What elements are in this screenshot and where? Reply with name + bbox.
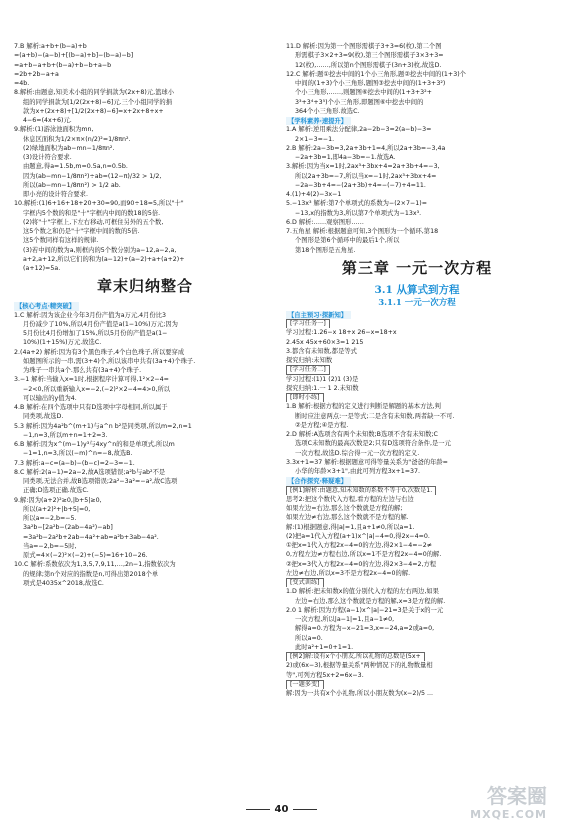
section-heading: 3.1 从算式到方程 <box>374 283 460 296</box>
text-line: 4.(1)+4(2)−3x−1 <box>286 191 342 198</box>
right-column <box>286 42 548 698</box>
text-line: =4b. <box>14 80 30 87</box>
text-line: 如果左边≠右边,那么这个数就不是方程的解. <box>286 514 409 522</box>
text-line: 12.C 解析:题①挖去中间的1个小三角形,题②挖去中间的(1+3)个 <box>286 70 466 78</box>
text-line: 12(枚),……,所以第n个图形需棋子(3n+3)枚,故选D. <box>295 61 442 69</box>
text-line: 的规律;第n个对应的指数是n,可得出第2018个单 <box>23 570 159 578</box>
text-line: 为珠子一串共a个.那么共有(3a+4)个珠子. <box>23 367 142 374</box>
text-line: 2.0 1 解析:因为方程(a−1)x^|a|−21=3是关于x的一元 <box>286 606 444 614</box>
text-line: 因为(ab−mn−1/8πn²)÷ab=(12−π)/32 > 1/2, <box>23 172 162 180</box>
text-line: 2.(4a+2) 解析:因为有3个黑色珠子,4个白色珠子,所以要穿成 <box>14 348 185 356</box>
text-line: (2)绿地面积为ab−mn−1/8πn². <box>23 144 115 152</box>
text-line: 2.D 解析:A选项含有两个未知数;B选项不含有未知数;C <box>286 431 438 438</box>
text-line: 解:(1)根据题意,得|a|=1,且a+1≠0,所以a=1. <box>286 523 415 531</box>
section-label: 【自主预习·探新知】 <box>286 311 351 319</box>
text-line: 探究归纳:未知数 <box>286 357 333 364</box>
text-line: 思考2:把这个数代入方程,看方程的左边与右边 <box>286 495 414 503</box>
text-line: 1.D 解析:把未知数x的值分别代入方程的左右两边,如果 <box>286 588 439 596</box>
text-line: −13,x的指数为3,所以第7个单项式为−13x³. <box>295 209 422 217</box>
text-line: 2×1−3=−1. <box>295 135 335 143</box>
text-line: 第18个图形是五角星. <box>295 246 356 254</box>
text-line: 同类项,无法合并,故B选项错误;2a²−3a²=−a²,故C选项 <box>23 478 178 485</box>
chapter-heading: 第三章 一元一次方程 <box>341 258 493 277</box>
text-line: 此时a²+1=0+1=1. <box>295 643 354 651</box>
text-line: 4.B 解析:在四个选项中只有D选项中字母相同,所以属于 <box>14 404 168 411</box>
text-line: 个图形是第6个循环中的最后1个,所以 <box>295 237 400 245</box>
text-line: =a+b−a+b+(b−a)+b−b+a−b <box>14 61 112 69</box>
text-line: (3)设计符合要求. <box>23 154 72 161</box>
text-line: −1,n=3,所以m+n=1+2=3. <box>23 431 108 439</box>
text-line <box>286 319 548 328</box>
text-line: 10.C 解析:系数依次为1,3,5,7,9,11,…,2n−1,指数依次为 <box>14 561 176 569</box>
text-line: 断时应注意两点:一是等式;二是含有未知数,两者缺一不可. <box>295 412 455 420</box>
text-line <box>286 652 548 661</box>
text-line: 1.B 解析:根据方程的定义进行判断是解题的基本方法,判 <box>286 403 441 411</box>
text-line: 这5个数同样有这样的规律. <box>23 237 99 245</box>
text-line: 月份减少了10%,所以4月份产值是a(1−10%)万元;因为 <box>23 320 178 328</box>
text-line: 0,方程左边≠方程右边,所以x=1不是方程2x−4=0的解. <box>286 551 442 559</box>
text-line: 1.C 解析:因为该企业今年3月份产值为a万元,4月份比3 <box>14 311 167 319</box>
text-line: 6.B 解析:因为x^(m−1)y³与4xy^n的和是单项式,所以m <box>14 441 175 448</box>
text-line: 8.C 解析:2(a−1)=2a−2,故A选项错误;a²b与ab²不是 <box>14 468 166 476</box>
text-line: 形需棋子3×2+3=9(枚),第三个图形需棋子3×3+3= <box>295 52 444 60</box>
text-line: −2a−3b+4=−(2a+3b)+4=−(−7)+4=11. <box>295 181 426 189</box>
task-label: [学习任务一] <box>286 319 330 328</box>
text-line: 5.3 解析:因为4a²b^(m+1)与a^n b²是同类项,所以m=2,n=1 <box>14 422 192 430</box>
text-line: 款为x+(2x+8)+[1/2(2x+8)−6]=x+2x+8+x+ <box>23 107 164 115</box>
text-line: −2<0,所以重新输入x=−2,(−2)²×2−4=4>0,所以 <box>23 385 171 393</box>
text-line: 探究归纳:1.一 1 2.未知数 <box>286 384 359 392</box>
text-line: 解:因为一共有x个小礼物,所以小朋友数为(x−2)/5 ... <box>286 690 433 697</box>
text-line: 7.五角星 解析:根据题意可知,3个图形为一个循环,第18 <box>286 228 439 235</box>
text-line: 7.B 解析:a+b+(b−a)+b <box>14 43 87 50</box>
text-line: a+2,a+12,所以它们的和为(a−12)+(a−2)+a+(a+2)+ <box>23 255 185 263</box>
text-line: 左边≠右边,所以x=3不是方程2x−4=0的解. <box>286 569 411 577</box>
text-line: 5.−13x³ 解析:第7个单项式的系数为−(2×7−1)= <box>286 200 427 208</box>
text-line: 如果左边=右边,那么这个数就是方程的解; <box>286 505 403 512</box>
text-line: (3)若中间的数为a,则框内的5个数分别为a−12,a−2,a, <box>23 246 177 254</box>
text-line: 项式是4035x^2018,故选C. <box>23 579 104 587</box>
text-line: 选项C未知数的最高次数是2;只有D选项符合条件,是一元 <box>295 440 451 448</box>
text-line: ②是方程;④是方程. <box>295 421 349 429</box>
text-line: =3a²b−2a²b+2ab−4a²+ab=a²b+3ab−4a². <box>23 533 159 541</box>
text-line: 这5个数之和仍是"十"字框中间的数的5倍. <box>23 228 140 235</box>
text-line: 8.解析:由题意,知美术小组的同学捐款为(2x+8)元,篮球小 <box>14 89 174 97</box>
text-line: 11.D 解析:因为第一个图形需棋子3+3=6(枚),第二个图 <box>286 43 442 50</box>
task-label: [例1]解析:由题意,知未知数的系数不等于0,次数是1. <box>286 486 436 495</box>
task-label: [学习任务二] <box>286 365 330 374</box>
task-label: [一题多变] <box>286 680 324 689</box>
text-line <box>14 301 276 310</box>
text-line: 所以a=0. <box>295 634 323 642</box>
text-line <box>286 680 548 689</box>
text-line: 10.解析:(1)6+16+18+20+30=90,而90÷18=5,所以"十" <box>14 200 184 208</box>
text-line: 所以a=−2,b=−5. <box>23 515 77 522</box>
text-line: 正确;D选项正确.故选C. <box>23 487 89 495</box>
page-number: 40 <box>0 804 563 815</box>
text-line: 原式=4×(−2)²×(−2)+(−5)=16+10−26. <box>23 552 148 559</box>
text-line: 4−6=(4x+6)元. <box>23 117 72 124</box>
text-line: −1=1,n=3,所以(−m)^n=−8,故选B. <box>23 450 133 458</box>
left-column <box>14 42 276 588</box>
text-line: (2)将"十"字框上,下左右移动,可框住另外的五个数, <box>23 218 164 226</box>
text-line: 同类项,故选D. <box>23 413 64 421</box>
text-line <box>286 116 548 125</box>
text-line: 可以输出的y值为4. <box>23 394 77 402</box>
text-line: 所以(ab−mn−1/8πn²) > 1/2 ab. <box>23 181 121 189</box>
text-line: 所以2a+3b=−7,所以当x=−1时,2ax³+3bx+4= <box>295 172 437 180</box>
section-label: 【学科素养·速提升】 <box>286 117 351 125</box>
task-label: [即时小练] <box>286 393 324 402</box>
text-line: 即小亮的设计符合要求. <box>23 191 88 198</box>
text-line: 所以(a+2)²+|b+5|=0, <box>23 505 91 513</box>
text-line: ②把x=3代入方程2x−4=0的左边,得2×3−4=2,方程 <box>286 560 437 568</box>
text-line: (2)把a=1代入方程(a+1)x^|a|−4=0,得2x−4=0. <box>286 532 430 540</box>
text-line: 字框内5个数的和是"十"字框内中间的数18的5倍. <box>23 209 161 217</box>
text-line: 小华的年龄×3+1",由此可列方程3x+1=37. <box>295 468 421 475</box>
text-line: ①把x=1代入方程2x−4=0的左边,得2×1−4=−2≠ <box>286 542 433 549</box>
watermark-logo: 答案圈 <box>487 784 547 808</box>
chapter-heading: 章末归纳整合 <box>96 277 193 296</box>
text-line: 学习过程:(1)1 (2)1 (3)是 <box>286 375 359 383</box>
text-line: 2.45x 45x+60×3=1 215 <box>286 338 364 346</box>
text-line: 3.−1 解析:当输入x=1时,根据程序计算可得,1²×2−4= <box>14 376 169 384</box>
text-line <box>286 393 548 402</box>
watermark-url: MXQE.COM <box>470 808 547 821</box>
text-line: 个小三角形,……,则题图⑥挖去中间的(1+3+3²+ <box>295 89 432 97</box>
text-line: 7.3 解析:a−c=(a−b)−(b−c)=2−3=−1. <box>14 459 135 467</box>
text-line: (a+12)=5a. <box>23 265 61 272</box>
text-line <box>286 310 548 319</box>
text-line: 3.都含有未知数,都是等式 <box>286 347 357 355</box>
text-line: =2b+2b−a+a <box>14 70 59 78</box>
text-line <box>286 365 548 374</box>
text-line: 等",可列方程5x+2=6x−3. <box>286 671 364 679</box>
text-line: 解得a=0.方程为−x−21=3,x=−24,a=2或a=0, <box>295 625 435 633</box>
text-line: 3a²b−[2a²b−(2ab−4a²)−ab] <box>23 524 113 532</box>
text-line: 6.D 解析:……观察图形…… <box>286 218 364 226</box>
text-line: 一次方程,故选D.综合得一元一次方程的定义. <box>295 449 420 457</box>
subsection-heading: 3.1.1 一元一次方程 <box>378 297 456 308</box>
text-line: 左边=右边,那么这个数就是方程的解,x=3是方程的解. <box>295 597 446 605</box>
text-line: 3³+3⁴+3⁵)个小三角形,即题图⑥中挖去中间的 <box>295 98 424 106</box>
text-line: 364个小三角形.故选C. <box>295 107 360 115</box>
text-line <box>286 578 548 587</box>
text-line: 10%)(1+15%)万元.故选C. <box>23 339 102 347</box>
text-line: 学习过程:1.26−x 18+x 26−x=18+x <box>286 329 397 337</box>
text-line: 中间的(1+3)个小三角形,题图③挖去中间的(1+3+3²) <box>295 80 446 87</box>
text-line: 2.B 解析:2a−3b=3,2a+3b+1=4,所以2a+3b=−3,4a <box>286 144 446 152</box>
text-line <box>286 486 548 495</box>
text-line: 组的同学捐款为[1/2(2x+8)−6]元.三个小组同学的捐 <box>23 98 173 106</box>
text-line: =(a+b)−(a−b)+[(b−a)+b]−(b−a)−b] <box>14 52 134 60</box>
text-line: 5月份比4月份增加了15%,所以5月份的产值是a(1− <box>23 330 168 337</box>
text-line: 9.解析:(1)游泳池面积为mn, <box>14 126 94 134</box>
text-line: 3.3x+1=37 解析:根据题意可得等量关系为"爸爸的年龄= <box>286 458 448 466</box>
text-line: 一次方程,所以|a−1|=1,且a−1≠0, <box>295 616 395 623</box>
task-label: [变式训练] <box>286 578 324 587</box>
text-line: 1.A 解析:逆用乘法分配律,2a−2b−3=2(a−b)−3= <box>286 126 432 134</box>
text-line: 如题图所示的一串,需(3+4)个,所以该串中共有(3a+4)个珠子. <box>23 357 196 365</box>
text-line <box>286 476 548 485</box>
section-label: 【合作探究·释疑难】 <box>286 477 351 485</box>
task-label: [例2]解:设有x个小朋友,所以礼物的总数是(5x+ <box>286 652 425 661</box>
text-line: 休息区面积为1/2×π×(n/2)²=1/8πn². <box>23 135 131 143</box>
text-line: 当a=−2,b=−5时, <box>23 542 77 550</box>
text-line: −2a+3b=1,即4a−3b=−1.故选A. <box>295 154 396 161</box>
section-label: 【核心考点·精突破】 <box>14 302 79 310</box>
text-line: 由题意,得a=1.5b,m=0.5a,n=0.5b. <box>23 163 128 171</box>
text-line: 3.解析:因为当x=1时,2ax³+3bx+4=2a+3b+4=−3, <box>286 163 440 171</box>
text-line: 9.解:因为(a+2)²≥0,|b+5|≥0, <box>14 496 102 504</box>
text-line: 2)或(6x−3),根据等量关系"两种情况下的礼物数量相 <box>286 662 433 670</box>
